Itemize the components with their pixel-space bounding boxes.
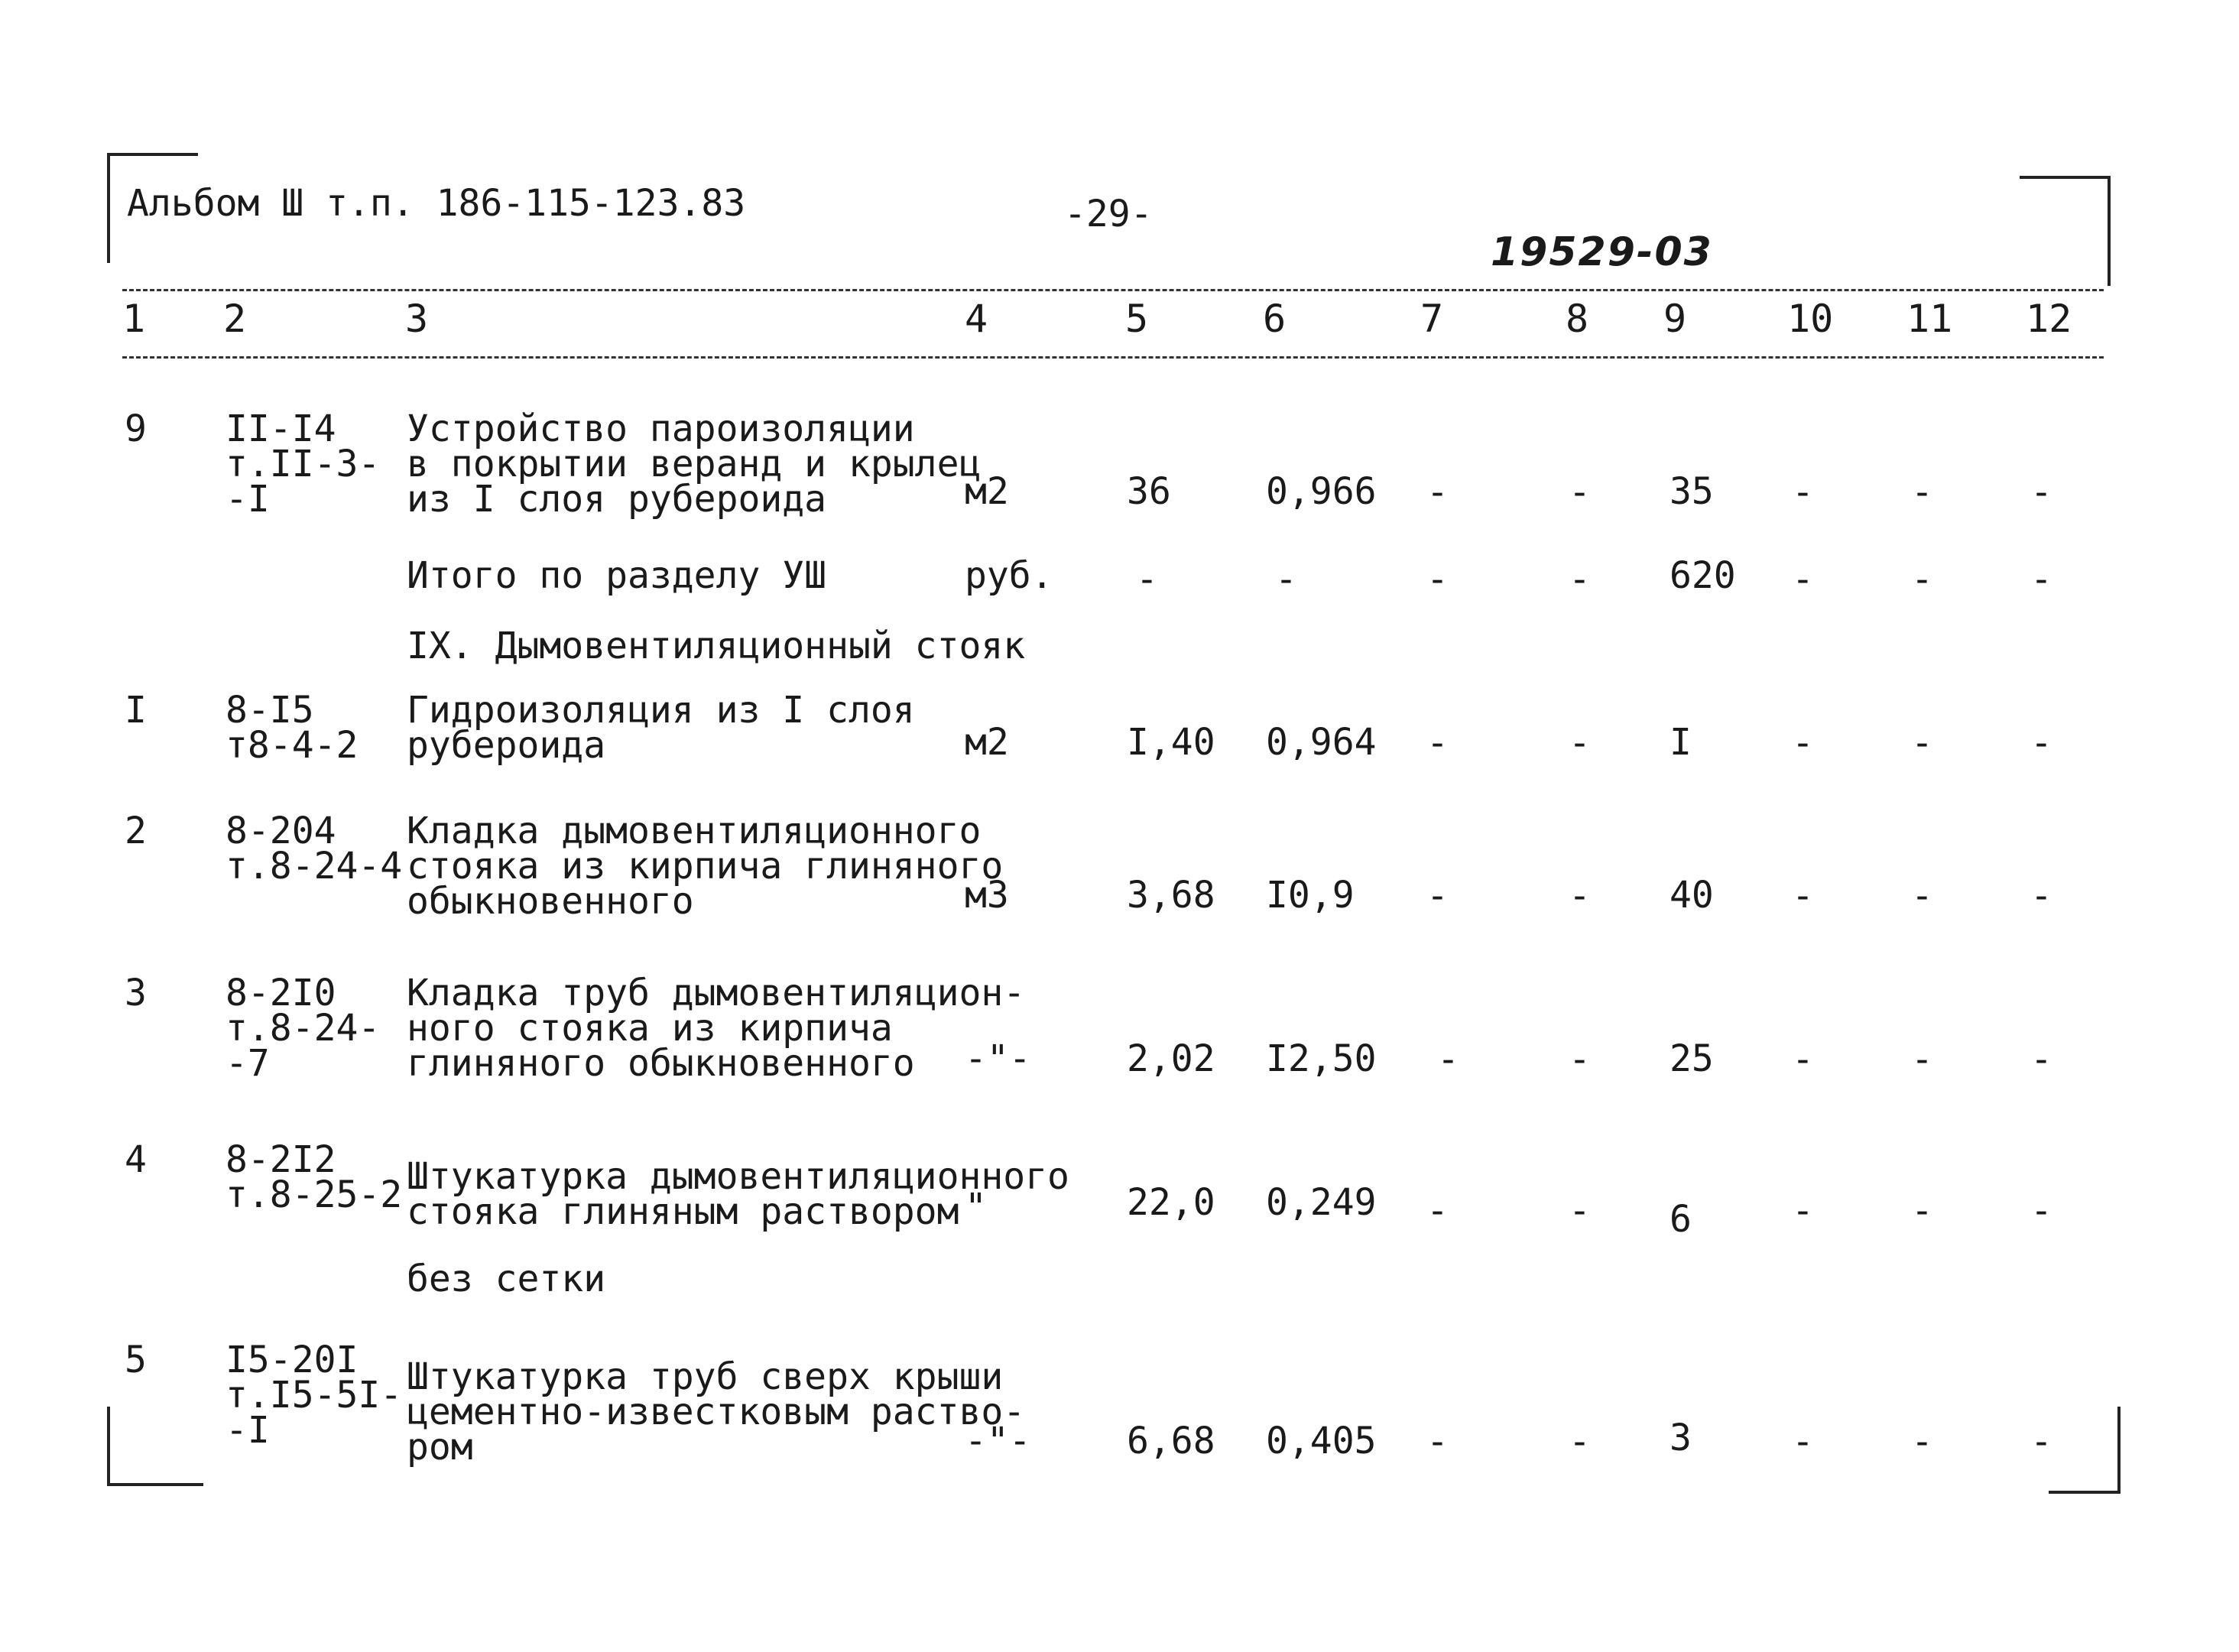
row-number: 3 <box>125 972 147 1014</box>
row-number: 2 <box>125 810 147 852</box>
column-8-value: - <box>1569 875 1591 917</box>
work-description: Кладка труб дымовентиляцион- <box>407 972 1026 1014</box>
quantity: 2,02 <box>1127 1037 1215 1080</box>
column-7-value: - <box>1426 558 1449 601</box>
column-number-3: 3 <box>405 297 429 341</box>
work-description: стояка из кирпича глиняного <box>407 845 1004 888</box>
unit-value: 0,249 <box>1266 1181 1377 1224</box>
unit-value: I2,50 <box>1266 1037 1377 1080</box>
header-rule-bottom <box>122 356 2104 359</box>
document-number: 19529-03 <box>1491 229 1713 275</box>
column-10-value: - <box>1792 1420 1814 1463</box>
column-8-value: - <box>1569 1190 1591 1232</box>
total-value: I <box>1670 721 1692 764</box>
header-rule-top <box>122 289 2104 291</box>
unit: м3 <box>965 874 1009 917</box>
section-total-label: Итого по разделу УШ <box>407 554 827 597</box>
unit: -"- <box>965 1037 1031 1080</box>
work-description: обыкновенного <box>407 880 694 923</box>
column-11-value: - <box>1911 558 1933 601</box>
column-number-11: 11 <box>1906 297 1953 341</box>
unit: м2 <box>965 470 1009 513</box>
work-description: Гидроизоляция из I слоя <box>407 689 915 732</box>
column-5-value: - <box>1136 558 1158 601</box>
column-number-12: 12 <box>2026 297 2072 341</box>
work-description: Штукатурка дымовентиляционного <box>407 1155 1069 1198</box>
column-11-value: - <box>1911 722 1933 764</box>
work-description: в покрытии веранд и крылец <box>407 443 982 485</box>
column-number-10: 10 <box>1787 297 1834 341</box>
column-12-value: - <box>2030 1038 2052 1081</box>
column-10-value: - <box>1792 1190 1814 1232</box>
column-12-value: - <box>2030 558 2052 601</box>
total-value: 25 <box>1670 1037 1714 1080</box>
total-value: 35 <box>1670 470 1714 513</box>
row-number: 5 <box>125 1339 147 1381</box>
norm-code: т.8-24- <box>226 1007 381 1050</box>
row-number: I <box>125 689 147 732</box>
work-description: Штукатурка труб сверх крыши <box>407 1355 1004 1398</box>
page-number: -29- <box>1064 193 1153 235</box>
unit-value: 0,964 <box>1266 721 1377 764</box>
column-number-7: 7 <box>1420 297 1444 341</box>
column-number-1: 1 <box>122 297 146 341</box>
column-10-value: - <box>1792 471 1814 514</box>
column-number-8: 8 <box>1566 297 1589 341</box>
quantity: I,40 <box>1127 721 1215 764</box>
unit: " <box>965 1186 987 1228</box>
column-8-value: - <box>1569 1038 1591 1081</box>
work-description: стояка глиняным раствором <box>407 1190 959 1233</box>
quantity: 22,0 <box>1127 1181 1215 1224</box>
work-description: Устройство пароизоляции <box>407 407 915 450</box>
column-10-value: - <box>1792 722 1814 764</box>
column-11-value: - <box>1911 1420 1933 1463</box>
norm-code: т.8-25-2 <box>226 1173 403 1216</box>
norm-code: -7 <box>226 1042 270 1085</box>
column-number-9: 9 <box>1663 297 1687 341</box>
column-7-value: - <box>1426 1420 1449 1463</box>
unit-value: I0,9 <box>1266 874 1355 917</box>
column-10-value: - <box>1792 875 1814 917</box>
total-value: 620 <box>1670 554 1736 597</box>
norm-code: 8-204 <box>226 810 336 852</box>
column-8-value: - <box>1569 558 1591 601</box>
work-description: глиняного обыкновенного <box>407 1042 915 1085</box>
norm-code: I5-20I <box>226 1339 359 1381</box>
column-12-value: - <box>2030 1190 2052 1232</box>
unit-value: 0,966 <box>1266 470 1377 513</box>
work-description: без сетки <box>407 1258 606 1300</box>
column-number-6: 6 <box>1263 297 1287 341</box>
work-description: ром <box>407 1426 473 1469</box>
column-12-value: - <box>2030 875 2052 917</box>
column-11-value: - <box>1911 875 1933 917</box>
row-number: 9 <box>125 407 147 450</box>
column-11-value: - <box>1911 1190 1933 1232</box>
work-description: из I слоя рубероида <box>407 478 827 521</box>
column-8-value: - <box>1569 471 1591 514</box>
section-heading: IX. Дымовентиляционный стояк <box>407 625 1026 667</box>
norm-code: 8-2I0 <box>226 972 336 1014</box>
column-12-value: - <box>2030 1420 2052 1463</box>
corner-bracket-top-right <box>2020 176 2111 286</box>
column-12-value: - <box>2030 722 2052 764</box>
column-7-value: - <box>1426 471 1449 514</box>
norm-code: -I <box>226 1409 270 1452</box>
norm-code: -I <box>226 478 270 521</box>
total-value: 3 <box>1670 1417 1692 1459</box>
work-description: цементно-известковым раство- <box>407 1391 1026 1433</box>
norm-code: 8-I5 <box>226 689 314 732</box>
work-description: ного стояка из кирпича <box>407 1007 893 1050</box>
total-value: 6 <box>1670 1198 1692 1241</box>
column-number-2: 2 <box>223 297 247 341</box>
norm-code: т.II-3- <box>226 443 381 485</box>
norm-code: т8-4-2 <box>226 724 359 767</box>
unit-value: 0,405 <box>1266 1420 1377 1462</box>
quantity: 6,68 <box>1127 1420 1215 1462</box>
column-7-value: - <box>1426 1190 1449 1232</box>
quantity: 3,68 <box>1127 874 1215 917</box>
column-7-value: - <box>1426 875 1449 917</box>
column-number-5: 5 <box>1125 297 1149 341</box>
column-11-value: - <box>1911 471 1933 514</box>
norm-code: 8-2I2 <box>226 1138 336 1181</box>
unit: м2 <box>965 721 1009 764</box>
column-8-value: - <box>1569 722 1591 764</box>
column-11-value: - <box>1911 1038 1933 1081</box>
column-6-value: - <box>1275 558 1297 601</box>
norm-code: т.8-24-4 <box>226 845 403 888</box>
corner-bracket-bottom-left <box>107 1407 203 1486</box>
total-value: 40 <box>1670 874 1714 917</box>
column-7-value: - <box>1426 722 1449 764</box>
column-12-value: - <box>2030 471 2052 514</box>
work-description: Кладка дымовентиляционного <box>407 810 982 852</box>
column-8-value: - <box>1569 1420 1591 1463</box>
unit: -"- <box>965 1420 1031 1462</box>
column-10-value: - <box>1792 558 1814 601</box>
corner-bracket-bottom-right <box>2049 1407 2121 1494</box>
work-description: рубероида <box>407 724 606 767</box>
norm-code: II-I4 <box>226 407 336 450</box>
column-10-value: - <box>1792 1038 1814 1081</box>
unit: руб. <box>965 554 1053 597</box>
column-number-4: 4 <box>965 297 988 341</box>
row-number: 4 <box>125 1138 147 1181</box>
column-7-value: - <box>1437 1038 1459 1081</box>
quantity: 36 <box>1127 470 1171 513</box>
norm-code: т.I5-5I- <box>226 1374 403 1417</box>
album-reference: Альбом Ш т.п. 186-115-123.83 <box>127 182 746 225</box>
